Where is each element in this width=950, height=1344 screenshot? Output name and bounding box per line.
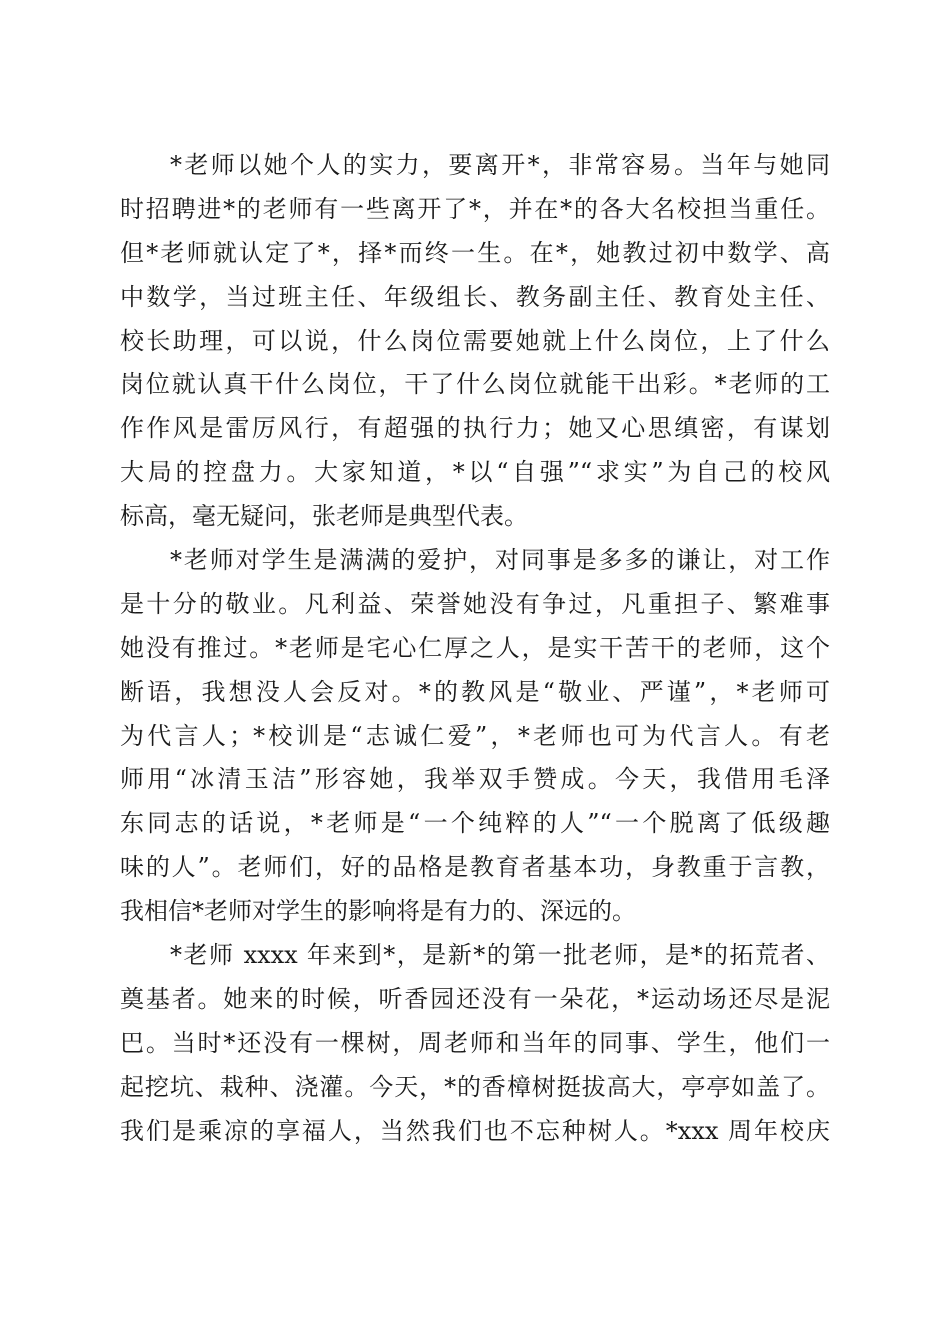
text-line: 巴。当时*还没有一棵树，周老师和当年的同事、学生，他们一 — [120, 1028, 830, 1057]
text-line: 我们是乘凉的享福人，当然我们也不忘种树人。*xxx 周年校庆 — [120, 1116, 830, 1145]
text-line: *老师 xxxx 年来到*，是新*的第一批老师，是*的拓荒者、 — [170, 941, 830, 970]
text-line: 为代言人；*校训是“志诚仁爱”，*老师也可为代言人。有老 — [120, 721, 830, 750]
text-line: 时招聘进*的老师有一些离开了*，并在*的各大名校担当重任。 — [120, 194, 830, 223]
document-body — [120, 144, 830, 1153]
text-line: 断语，我想没人会反对。*的教风是“敬业、严谨”，*老师可 — [120, 677, 830, 706]
text-line: 我相信*老师对学生的影响将是有力的、深远的。 — [120, 897, 636, 926]
text-line: 起挖坑、栽种、浇灌。今天，*的香樟树挺拔高大，亭亭如盖了。 — [120, 1072, 830, 1101]
text-line: 是十分的敬业。凡利益、荣誉她没有争过，凡重担子、繁难事 — [120, 589, 830, 618]
paragraph-2 — [120, 539, 830, 934]
paragraph-1 — [120, 144, 830, 539]
text-line: 她没有推过。*老师是宅心仁厚之人，是实干苦干的老师，这个 — [120, 633, 830, 662]
paragraph-3 — [120, 934, 830, 1153]
text-line: 味的人”。老师们，好的品格是教育者基本功，身教重于言教， — [120, 853, 830, 882]
text-line: *老师对学生是满满的爱护，对同事是多多的谦让，对工作 — [170, 546, 830, 575]
text-line: 中数学，当过班主任、年级组长、教务副主任、教育处主任、 — [120, 282, 830, 311]
text-line: 作作风是雷厉风行，有超强的执行力；她又心思缜密，有谋划 — [120, 414, 830, 443]
text-line: 奠基者。她来的时候，听香园还没有一朵花，*运动场还尽是泥 — [120, 984, 830, 1013]
text-line: 师用“冰清玉洁”形容她，我举双手赞成。今天，我借用毛泽 — [120, 765, 830, 794]
text-line: 东同志的话说，*老师是“一个纯粹的人”“一个脱离了低级趣 — [120, 809, 830, 838]
text-line: 标高，毫无疑问，张老师是典型代表。 — [120, 502, 528, 531]
text-line: *老师以她个人的实力，要离开*，非常容易。当年与她同 — [170, 151, 830, 179]
text-line: 但*老师就认定了*，择*而终一生。在*，她教过初中数学、高 — [120, 238, 830, 267]
text-line: 大局的控盘力。大家知道，*以“自强”“求实”为自己的校风 — [120, 458, 830, 487]
text-line: 岗位就认真干什么岗位，干了什么岗位就能干出彩。*老师的工 — [120, 370, 830, 399]
text-line: 校长助理，可以说，什么岗位需要她就上什么岗位，上了什么 — [120, 326, 830, 355]
